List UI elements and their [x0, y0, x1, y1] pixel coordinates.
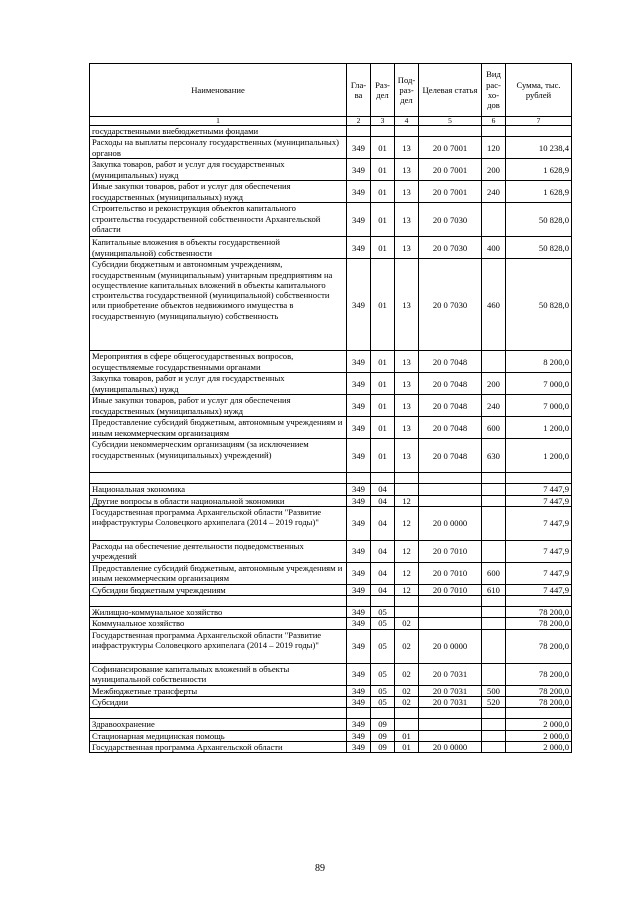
row-chapter: 349	[347, 417, 371, 439]
row-section	[371, 596, 395, 607]
row-section: 04	[371, 584, 395, 595]
row-section: 01	[371, 237, 395, 259]
row-target-article: 20 0 7001	[419, 159, 482, 181]
table-row	[90, 473, 572, 484]
row-section: 04	[371, 506, 395, 540]
table-row	[90, 237, 572, 259]
row-chapter: 349	[347, 181, 371, 203]
row-expense-type: 400	[482, 237, 506, 259]
row-sum: 7 447,9	[506, 495, 572, 506]
table-row	[90, 697, 572, 708]
table-row	[90, 495, 572, 506]
row-section: 09	[371, 719, 395, 730]
row-name: Здравоохранение	[90, 719, 347, 730]
row-subsection: 02	[395, 618, 419, 629]
row-expense-type	[482, 629, 506, 663]
row-expense-type	[482, 708, 506, 719]
row-subsection: 13	[395, 203, 419, 237]
row-sum: 1 628,9	[506, 181, 572, 203]
row-name: Субсидии бюджетным и автономным учреждениям, государственным (муниципальным) унитарным предприятиям на осуществление капитальных вложений в объекты капитального строительства государственной (муниципальной) собственности или приобретение объектов недвижимого имущества в государственную (муниципальную) собственность	[90, 259, 347, 351]
row-name: Коммунальное хозяйство	[90, 618, 347, 629]
row-expense-type: 500	[482, 685, 506, 696]
row-subsection	[395, 708, 419, 719]
row-expense-type	[482, 663, 506, 685]
row-subsection: 13	[395, 351, 419, 373]
table-row	[90, 417, 572, 439]
header-target-article: Целевая статья	[419, 64, 482, 117]
table-row	[90, 730, 572, 741]
row-subsection: 13	[395, 373, 419, 395]
row-chapter: 349	[347, 395, 371, 417]
row-target-article: 20 0 7010	[419, 540, 482, 562]
row-target-article: 20 0 0000	[419, 629, 482, 663]
row-subsection: 02	[395, 629, 419, 663]
row-name: Жилищно-коммунальное хозяйство	[90, 607, 347, 618]
row-section: 05	[371, 697, 395, 708]
row-subsection: 02	[395, 697, 419, 708]
row-target-article	[419, 473, 482, 484]
index-cell: 3	[371, 117, 395, 126]
row-expense-type: 200	[482, 159, 506, 181]
row-name: Государственная программа Архангельской области	[90, 741, 347, 752]
row-sum: 78 200,0	[506, 685, 572, 696]
row-chapter: 349	[347, 237, 371, 259]
row-subsection: 12	[395, 562, 419, 584]
budget-table	[89, 63, 572, 753]
table-row	[90, 663, 572, 685]
row-sum: 78 200,0	[506, 697, 572, 708]
row-expense-type	[482, 741, 506, 752]
row-section: 05	[371, 685, 395, 696]
row-target-article	[419, 607, 482, 618]
row-sum: 7 000,0	[506, 395, 572, 417]
row-expense-type: 240	[482, 181, 506, 203]
row-subsection: 12	[395, 584, 419, 595]
table-row	[90, 137, 572, 159]
row-subsection: 12	[395, 506, 419, 540]
row-section: 09	[371, 730, 395, 741]
row-name: Расходы на выплаты персоналу государственных (муниципальных) органов	[90, 137, 347, 159]
row-subsection: 13	[395, 259, 419, 351]
row-target-article	[419, 708, 482, 719]
header-subsection: Под-раз-дел	[395, 64, 419, 117]
row-sum	[506, 126, 572, 137]
row-expense-type	[482, 126, 506, 137]
row-target-article: 20 0 7048	[419, 395, 482, 417]
row-subsection	[395, 126, 419, 137]
row-sum: 7 447,9	[506, 540, 572, 562]
row-chapter: 349	[347, 203, 371, 237]
row-chapter: 349	[347, 484, 371, 495]
table-row	[90, 259, 572, 351]
row-section: 01	[371, 417, 395, 439]
row-expense-type: 610	[482, 584, 506, 595]
row-target-article: 20 0 7031	[419, 697, 482, 708]
row-sum: 7 000,0	[506, 373, 572, 395]
row-section: 04	[371, 540, 395, 562]
row-name: Межбюджетные трансферты	[90, 685, 347, 696]
row-subsection: 01	[395, 730, 419, 741]
row-name: Стационарная медицинская помощь	[90, 730, 347, 741]
row-sum: 2 000,0	[506, 719, 572, 730]
row-sum: 7 447,9	[506, 562, 572, 584]
row-name	[90, 473, 347, 484]
row-subsection: 13	[395, 159, 419, 181]
row-expense-type	[482, 351, 506, 373]
row-target-article: 20 0 0000	[419, 506, 482, 540]
row-section: 01	[371, 373, 395, 395]
row-target-article	[419, 596, 482, 607]
row-chapter: 349	[347, 663, 371, 685]
row-expense-type	[482, 484, 506, 495]
row-target-article: 20 0 7001	[419, 137, 482, 159]
index-cell: 4	[395, 117, 419, 126]
row-expense-type	[482, 203, 506, 237]
row-section: 05	[371, 607, 395, 618]
index-cell: 6	[482, 117, 506, 126]
row-target-article: 20 0 7030	[419, 237, 482, 259]
row-sum: 1 200,0	[506, 439, 572, 473]
row-chapter: 349	[347, 540, 371, 562]
row-name: Строительство и реконструкция объектов капитального строительства государственной собственности Архангельской области	[90, 203, 347, 237]
row-name: Расходы на обеспечение деятельности подведомственных учреждений	[90, 540, 347, 562]
row-target-article	[419, 495, 482, 506]
row-expense-type	[482, 540, 506, 562]
row-sum: 1 628,9	[506, 159, 572, 181]
table-row	[90, 181, 572, 203]
row-name: Государственная программа Архангельской области "Развитие инфраструктуры Соловецкого архипелага (2014 – 2019 годы)"	[90, 506, 347, 540]
row-expense-type	[482, 596, 506, 607]
row-section: 09	[371, 741, 395, 752]
row-chapter	[347, 473, 371, 484]
row-sum	[506, 596, 572, 607]
row-target-article: 20 0 7048	[419, 373, 482, 395]
row-chapter: 349	[347, 730, 371, 741]
table-row	[90, 351, 572, 373]
row-subsection: 01	[395, 741, 419, 752]
row-chapter: 349	[347, 495, 371, 506]
row-chapter: 349	[347, 607, 371, 618]
row-chapter: 349	[347, 259, 371, 351]
row-chapter: 349	[347, 562, 371, 584]
row-target-article: 20 0 7030	[419, 203, 482, 237]
row-section: 01	[371, 351, 395, 373]
row-subsection: 02	[395, 663, 419, 685]
row-sum: 78 200,0	[506, 618, 572, 629]
row-section: 01	[371, 395, 395, 417]
row-expense-type: 120	[482, 137, 506, 159]
row-sum: 7 447,9	[506, 484, 572, 495]
row-expense-type: 200	[482, 373, 506, 395]
row-target-article: 20 0 7010	[419, 584, 482, 595]
row-expense-type	[482, 495, 506, 506]
row-sum: 2 000,0	[506, 730, 572, 741]
row-target-article	[419, 719, 482, 730]
row-chapter: 349	[347, 351, 371, 373]
row-name: Софинансирование капитальных вложений в объекты муниципальной собственности	[90, 663, 347, 685]
row-name: Закупка товаров, работ и услуг для государственных (муниципальных) нужд	[90, 159, 347, 181]
row-section: 01	[371, 203, 395, 237]
table-row	[90, 395, 572, 417]
row-subsection: 12	[395, 540, 419, 562]
row-target-article: 20 0 0000	[419, 741, 482, 752]
header-expense-type: Вид рас-хо-дов	[482, 64, 506, 117]
row-chapter: 349	[347, 697, 371, 708]
row-name: Субсидии некоммерческим организациям (за исключением государственных (муниципальных) учреждений)	[90, 439, 347, 473]
table-row	[90, 741, 572, 752]
table-row	[90, 685, 572, 696]
row-name: Субсидии бюджетным учреждениям	[90, 584, 347, 595]
row-section: 01	[371, 259, 395, 351]
row-section	[371, 126, 395, 137]
row-target-article: 20 0 7048	[419, 351, 482, 373]
row-name: Иные закупки товаров, работ и услуг для обеспечения государственных (муниципальных) нужд	[90, 181, 347, 203]
row-sum: 7 447,9	[506, 584, 572, 595]
row-target-article: 20 0 7010	[419, 562, 482, 584]
table-row	[90, 506, 572, 540]
row-sum: 8 200,0	[506, 351, 572, 373]
row-subsection: 12	[395, 495, 419, 506]
row-chapter: 349	[347, 719, 371, 730]
row-name: Капитальные вложения в объекты государственной (муниципальной) собственности	[90, 237, 347, 259]
row-sum: 50 828,0	[506, 237, 572, 259]
index-cell: 5	[419, 117, 482, 126]
table-row	[90, 484, 572, 495]
row-sum	[506, 708, 572, 719]
row-target-article: 20 0 7031	[419, 663, 482, 685]
row-target-article: 20 0 7048	[419, 439, 482, 473]
row-subsection	[395, 607, 419, 618]
table-row	[90, 629, 572, 663]
row-chapter: 349	[347, 159, 371, 181]
row-name: Предоставление субсидий бюджетным, автономным учреждениям и иным некоммерческим организациям	[90, 417, 347, 439]
table-row	[90, 708, 572, 719]
row-subsection	[395, 484, 419, 495]
row-sum: 78 200,0	[506, 629, 572, 663]
row-subsection: 13	[395, 439, 419, 473]
row-subsection	[395, 719, 419, 730]
row-target-article: 20 0 7048	[419, 417, 482, 439]
row-chapter: 349	[347, 584, 371, 595]
row-subsection: 13	[395, 137, 419, 159]
row-section	[371, 473, 395, 484]
row-expense-type: 630	[482, 439, 506, 473]
row-expense-type: 600	[482, 417, 506, 439]
row-name: Закупка товаров, работ и услуг для государственных (муниципальных) нужд	[90, 373, 347, 395]
row-section: 01	[371, 137, 395, 159]
row-subsection	[395, 473, 419, 484]
row-chapter: 349	[347, 506, 371, 540]
row-name: Другие вопросы в области национальной экономики	[90, 495, 347, 506]
row-expense-type	[482, 607, 506, 618]
row-target-article: 20 0 7031	[419, 685, 482, 696]
table-row	[90, 203, 572, 237]
row-chapter	[347, 126, 371, 137]
row-expense-type	[482, 730, 506, 741]
table-row	[90, 373, 572, 395]
row-target-article: 20 0 7030	[419, 259, 482, 351]
table-body	[90, 126, 572, 753]
row-subsection	[395, 596, 419, 607]
table-row	[90, 540, 572, 562]
row-chapter: 349	[347, 741, 371, 752]
row-name: Национальная экономика	[90, 484, 347, 495]
index-cell: 1	[90, 117, 347, 126]
row-chapter: 349	[347, 618, 371, 629]
row-section: 05	[371, 618, 395, 629]
header-chapter: Гла-ва	[347, 64, 371, 117]
page-number: 89	[315, 863, 325, 874]
row-target-article: 20 0 7001	[419, 181, 482, 203]
row-target-article	[419, 730, 482, 741]
header-sum: Сумма, тыс. рублей	[506, 64, 572, 117]
row-section: 01	[371, 159, 395, 181]
index-cell: 2	[347, 117, 371, 126]
row-chapter: 349	[347, 629, 371, 663]
row-chapter	[347, 596, 371, 607]
table-row	[90, 618, 572, 629]
table-row	[90, 607, 572, 618]
row-section	[371, 708, 395, 719]
row-target-article	[419, 618, 482, 629]
row-name: Предоставление субсидий бюджетным, автономным учреждениям и иным некоммерческим организациям	[90, 562, 347, 584]
row-chapter: 349	[347, 439, 371, 473]
row-sum: 7 447,9	[506, 506, 572, 540]
row-expense-type	[482, 473, 506, 484]
row-section: 01	[371, 439, 395, 473]
row-sum: 50 828,0	[506, 203, 572, 237]
row-subsection: 13	[395, 237, 419, 259]
row-sum: 1 200,0	[506, 417, 572, 439]
row-section: 04	[371, 562, 395, 584]
table-row	[90, 562, 572, 584]
row-expense-type: 520	[482, 697, 506, 708]
row-chapter: 349	[347, 685, 371, 696]
header-name: Наименование	[90, 64, 347, 117]
row-sum	[506, 473, 572, 484]
row-chapter: 349	[347, 373, 371, 395]
row-chapter	[347, 708, 371, 719]
row-target-article	[419, 126, 482, 137]
row-name: государственными внебюджетными фондами	[90, 126, 347, 137]
row-sum: 10 238,4	[506, 137, 572, 159]
row-name	[90, 596, 347, 607]
row-name: Мероприятия в сфере общегосударственных вопросов, осуществляемые государственными органами	[90, 351, 347, 373]
row-expense-type	[482, 719, 506, 730]
table-row	[90, 126, 572, 137]
row-subsection: 13	[395, 395, 419, 417]
row-expense-type	[482, 618, 506, 629]
row-sum: 78 200,0	[506, 607, 572, 618]
table-row	[90, 584, 572, 595]
row-section: 05	[371, 663, 395, 685]
row-name: Субсидии	[90, 697, 347, 708]
row-sum: 2 000,0	[506, 741, 572, 752]
row-subsection: 02	[395, 685, 419, 696]
row-name	[90, 708, 347, 719]
row-expense-type: 240	[482, 395, 506, 417]
table-row	[90, 159, 572, 181]
row-name: Государственная программа Архангельской области "Развитие инфраструктуры Соловецкого архипелага (2014 – 2019 годы)"	[90, 629, 347, 663]
row-name: Иные закупки товаров, работ и услуг для обеспечения государственных (муниципальных) нужд	[90, 395, 347, 417]
table-row	[90, 439, 572, 473]
row-section: 04	[371, 495, 395, 506]
row-sum: 78 200,0	[506, 663, 572, 685]
row-sum: 50 828,0	[506, 259, 572, 351]
row-expense-type: 600	[482, 562, 506, 584]
row-chapter: 349	[347, 137, 371, 159]
row-expense-type	[482, 506, 506, 540]
table-row	[90, 596, 572, 607]
row-section: 04	[371, 484, 395, 495]
row-expense-type: 460	[482, 259, 506, 351]
header-section: Раз-дел	[371, 64, 395, 117]
row-subsection: 13	[395, 417, 419, 439]
row-section: 05	[371, 629, 395, 663]
table-row	[90, 719, 572, 730]
index-cell: 7	[506, 117, 572, 126]
row-target-article	[419, 484, 482, 495]
row-section: 01	[371, 181, 395, 203]
row-subsection: 13	[395, 181, 419, 203]
